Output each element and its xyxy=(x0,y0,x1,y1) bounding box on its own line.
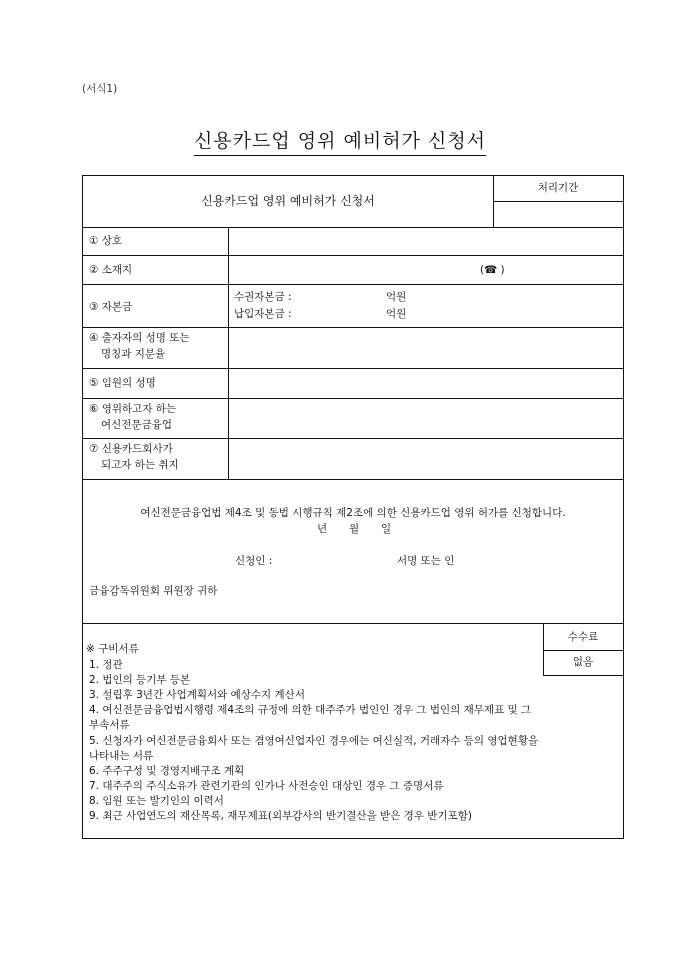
form-number: (서식1) xyxy=(82,83,118,95)
processing-period-divider xyxy=(493,201,623,202)
field-label-business-line2: 여신전문금융업 xyxy=(101,419,173,431)
addressee: 금융감독위원회 위원장 귀하 xyxy=(89,585,218,597)
field-label-business: ⑥ 영위하고자 하는 xyxy=(89,403,177,415)
row-line xyxy=(83,255,623,256)
row-line xyxy=(83,479,623,480)
date-day: 일 xyxy=(381,523,392,535)
field-label-trade-name: ① 상호 xyxy=(89,235,123,247)
applicant-label: 신청인 : xyxy=(235,555,273,567)
field-label-location: ② 소재지 xyxy=(89,264,133,276)
row-line xyxy=(83,368,623,369)
row-line xyxy=(83,284,623,285)
processing-period-label: 처리기간 xyxy=(537,182,579,194)
form-inner-title: 신용카드업 영위 예비허가 신청서 xyxy=(201,194,375,208)
field-label-capital: ③ 자본금 xyxy=(89,301,133,313)
document-item: 3. 설립후 3년간 사업계획서와 예상수지 계산서 xyxy=(89,689,305,701)
row-line xyxy=(83,398,623,399)
document-item-continued: 부속서류 xyxy=(89,719,130,731)
application-form xyxy=(82,175,624,839)
document-item: 6. 주주구성 및 경영지배구조 계획 xyxy=(89,765,245,777)
label-column-divider xyxy=(228,227,229,479)
document-item: 4. 여신전문금융업법시행령 제4조의 규정에 의한 대주주가 법인인 경우 그 법인의 재무제표 및 그 xyxy=(89,704,532,716)
date-month: 월 xyxy=(349,523,360,535)
row-line xyxy=(83,327,623,328)
fee-row-line xyxy=(543,650,623,651)
field-label-investors: ④ 출자자의 성명 또는 xyxy=(89,332,190,344)
section-divider xyxy=(83,623,623,624)
fee-value: 없음 xyxy=(572,656,594,668)
phone-field[interactable]: (☎ ) xyxy=(480,264,505,276)
date-year: 년 xyxy=(317,523,328,535)
authorized-capital-unit: 억원 xyxy=(386,291,407,303)
field-label-investors-line2: 명칭과 지분율 xyxy=(101,348,166,360)
application-statement: 여신전문금융업법 제4조 및 동법 시행규칙 제2조에 의한 신용카드업 영위 허가를 신청합니다. xyxy=(140,507,566,519)
paid-in-capital-label: 납입자본금 : xyxy=(234,308,292,320)
row-line xyxy=(83,438,623,439)
fee-bottom-line xyxy=(543,675,623,676)
fee-label: 수수료 xyxy=(567,631,599,643)
document-item: 7. 대주주의 주식소유가 관련기관의 인가나 사전승인 대상인 경우 그 증명서류 xyxy=(89,780,444,792)
document-item: 8. 임원 또는 발기인의 이력서 xyxy=(89,795,224,807)
field-label-purpose: ⑦ 신용카드회사가 xyxy=(89,443,173,455)
document-item: 9. 최근 사업연도의 재산목록, 재무제표(외부감사의 반기결산을 받은 경우 반기포함) xyxy=(89,810,472,822)
signature-label: 서명 또는 인 xyxy=(397,555,455,567)
document-item: 2. 법인의 등기부 등본 xyxy=(89,674,191,686)
document-item: 5. 신청자가 여신전문금융회사 또는 겸영여신업자인 경우에는 여신실적, 거래자수 등의 영업현황을 xyxy=(89,735,539,747)
page-title-text: 신용카드업 영위 예비허가 신청서 xyxy=(194,130,486,156)
documents-heading: ※ 구비서류 xyxy=(86,643,139,655)
field-label-purpose-line2: 되고자 하는 취지 xyxy=(101,459,179,471)
field-label-officers: ⑤ 임원의 성명 xyxy=(89,377,156,389)
authorized-capital-label: 수권자본금 : xyxy=(234,291,292,303)
document-item: 1. 정관 xyxy=(89,659,123,671)
page-title xyxy=(0,126,680,153)
paid-in-capital-unit: 억원 xyxy=(386,308,407,320)
document-item-continued: 나타내는 서류 xyxy=(89,750,154,762)
row-line xyxy=(83,227,623,228)
